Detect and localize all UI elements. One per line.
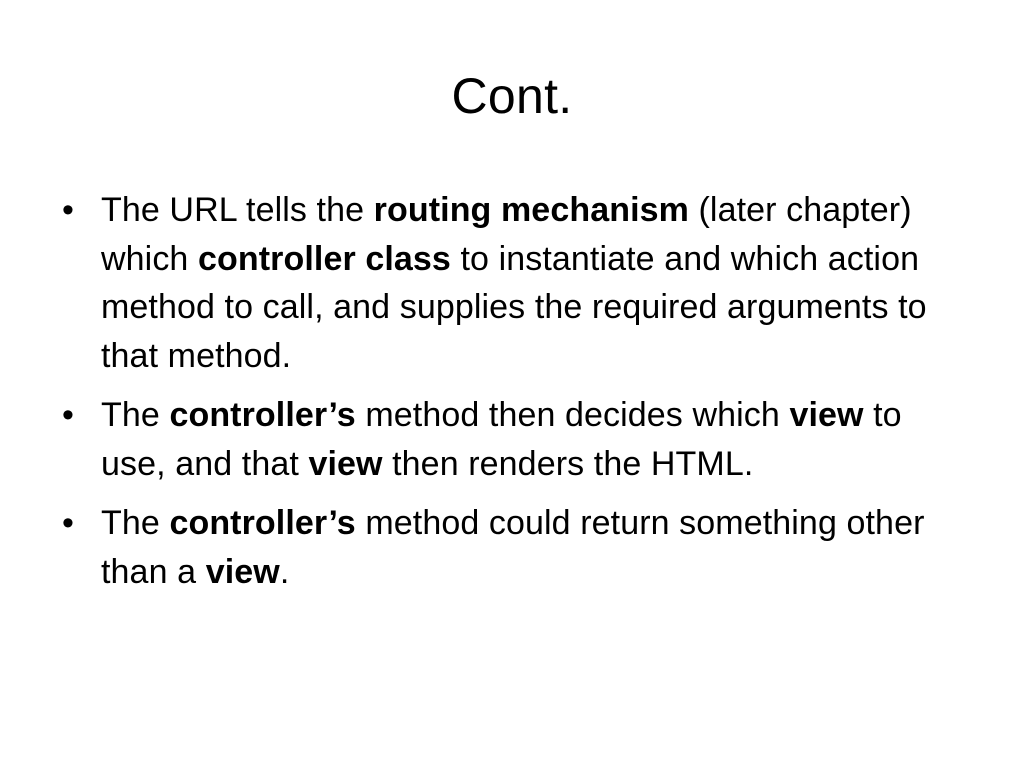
bold-term: view [789, 396, 864, 434]
text-segment: to use, and that [101, 396, 902, 483]
bullet-item [62, 186, 962, 380]
bold-term: controller’s [169, 504, 356, 542]
text-segment: The URL tells the [101, 191, 374, 229]
bullet-item [62, 499, 962, 596]
text-segment: (later chapter) which [101, 191, 912, 278]
bold-term: view [308, 444, 383, 483]
bold-term: view [205, 552, 280, 591]
text-segment: The [101, 396, 170, 434]
bullet-dot-icon: • [62, 396, 75, 434]
text-segment: to instantiate and which action method to call, and supplies the required arguments to that method. [101, 239, 927, 375]
bold-term: controller’s [169, 396, 356, 434]
bullet-text [101, 396, 902, 483]
bullet-dot-icon: • [62, 191, 75, 229]
text-segment: method then decides which [355, 396, 790, 434]
bullet-text [101, 504, 925, 591]
text-segment: method could return something other than a [101, 504, 925, 591]
text-segment: . [279, 552, 290, 591]
text-segment: then renders the HTML. [382, 444, 754, 483]
bold-term: routing mechanism [373, 191, 689, 229]
slide-title: Cont. [451, 68, 573, 124]
bullet-dot-icon: • [62, 504, 75, 542]
text-segment: The [101, 504, 170, 542]
bullet-item [62, 391, 962, 488]
bullet-list [62, 186, 962, 607]
bold-term: controller class [197, 239, 451, 278]
bullet-text [101, 191, 927, 375]
